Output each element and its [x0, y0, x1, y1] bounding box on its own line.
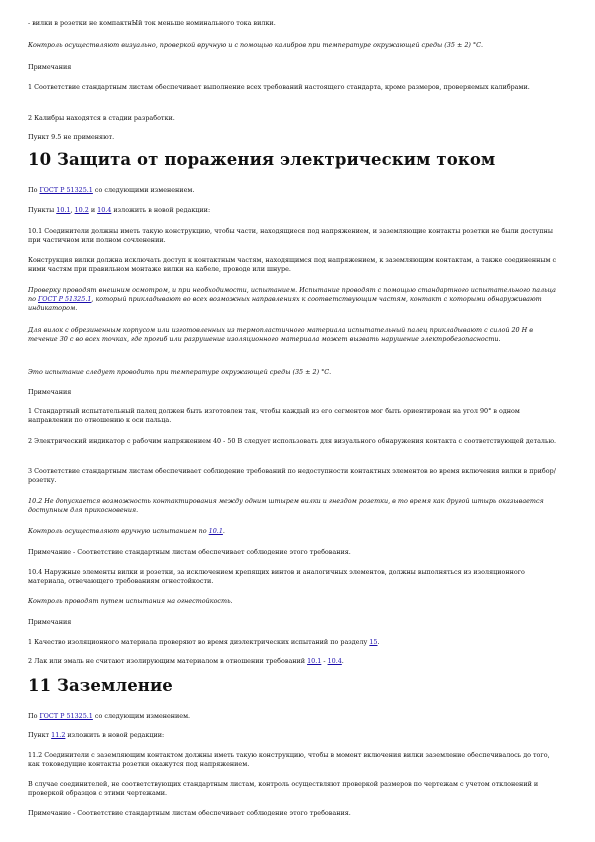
paragraph — [28, 568, 563, 586]
text: со следующими изменением. — [92, 186, 195, 194]
gost-link[interactable]: ГОСТ Р 51325.1 — [39, 712, 93, 720]
paragraph — [28, 326, 563, 344]
text: и — [88, 206, 98, 214]
section-heading-10: 10 Защита от поражения электрическим током — [28, 150, 496, 169]
note-item — [28, 638, 563, 647]
text: со следующим изменением. — [92, 712, 191, 720]
note-text: Примечание - Соответствие стандартным листам обеспечивает соблюдение этого требования. — [28, 809, 351, 817]
note-item — [28, 83, 563, 92]
paragraph-text: Конструкция вилки должна исключать доступ к контактным частям, находящимся под напряжением, к заземляющим контактам, а также соединенным с ними частям при правильном монтаже вилки на кабеле, проводе или шнуре. — [28, 256, 557, 273]
notes-label: Примечания — [28, 618, 72, 626]
text: По — [28, 712, 40, 720]
note-item — [28, 114, 563, 123]
text: 2 Лак или эмаль не считают изолирующим материалом в отношении требований — [28, 657, 308, 665]
note-text: 2 Калибры находятся в стадии разработки. — [28, 114, 175, 122]
paragraph — [28, 751, 563, 769]
note-text: 1 Соответствие стандартным листам обеспечивает выполнение всех требований настоящего стандарта, кроме размеров, проверяемых калибрами. — [28, 83, 530, 91]
paragraph — [28, 19, 563, 28]
note-item — [28, 467, 563, 485]
text: изложить в новой редакции: — [111, 206, 211, 214]
paragraph — [28, 368, 563, 377]
gost-link[interactable]: ГОСТ Р 51325.1 — [38, 295, 92, 303]
paragraph-text: Пункт 9.5 не применяют. — [28, 133, 115, 141]
text: Проверку проводят внешним осмотром, и при необходимости, испытанием. Испытание проводят с помощью стандартного испытательного пальца по — [28, 286, 556, 303]
text: , — [70, 206, 75, 214]
note-item — [28, 437, 563, 446]
notes-heading — [28, 63, 563, 72]
note-item — [28, 407, 563, 425]
paragraph — [28, 497, 563, 515]
text: Контроль осуществляют вручную испытанием по — [28, 527, 209, 535]
paragraph — [28, 731, 563, 740]
text: - — [321, 657, 328, 665]
paragraph — [28, 780, 563, 798]
paragraph-text: Это испытание следует проводить при температуре окружающей среды (35 ± 2) °С. — [28, 368, 332, 376]
text: . — [377, 638, 380, 646]
text: . — [222, 527, 225, 535]
control-text: Контроль осуществляют визуально, проверкой вручную и с помощью калибров при температуре окружающей среды (35 ± 2) °С. — [28, 41, 484, 49]
paragraph-text: Контроль проводят путем испытания на огнестойкость. — [28, 597, 233, 605]
paragraph-text: 11.2 Соединители с заземляющим контактом должны иметь такую конструкцию, чтобы в момент включения вилки заземление обеспечивалось до того, как токоведущие контакты розетки окажутся под напряжением. — [28, 751, 550, 768]
paragraph — [28, 227, 563, 245]
notes-label: Примечания — [28, 388, 72, 396]
paragraph — [28, 133, 563, 142]
notes-heading — [28, 618, 563, 627]
clause-link-11-2[interactable]: 11.2 — [51, 731, 66, 739]
paragraph-text: 10.4 Наружные элементы вилки и розетки, за исключением крепящих винтов и аналогичных элементов, должны выполняться из изоляционного материала, отвечающего требованиям огнестойкости. — [28, 568, 525, 585]
text: изложить в новой редакции: — [65, 731, 165, 739]
text: 1 Качество изоляционного материала проверяют во время диэлектрических испытаний по разделу — [28, 638, 370, 646]
paragraph — [28, 286, 563, 313]
gost-link[interactable]: ГОСТ Р 51325.1 — [39, 186, 93, 194]
clause-link-10-4[interactable]: 10.4 — [97, 206, 112, 214]
paragraph — [28, 256, 563, 274]
section-link-15[interactable]: 15 — [369, 638, 378, 646]
note-text: 2 Электрический индикатор с рабочим напряжением 40 - 50 В следует использовать для визуального обнаружения контакта с соответствующей деталью. — [28, 437, 557, 445]
clause-link-10-4[interactable]: 10.4 — [327, 657, 342, 665]
text: , который прикладывают во всех возможных направлениях к соответствующим частям, контакт с которыми обнаруживают индикатором. — [28, 295, 542, 312]
section-heading-11: 11 Заземление — [28, 676, 173, 695]
text: . — [341, 657, 344, 665]
paragraph — [28, 712, 563, 721]
paragraph — [28, 597, 563, 606]
note-item — [28, 657, 563, 666]
paragraph — [28, 206, 563, 215]
text: Пункты — [28, 206, 57, 214]
paragraph — [28, 527, 563, 536]
paragraph — [28, 186, 563, 195]
paragraph-text: Для вилок с обрезиненным корпусом или изготовленных из термопластичного материала испытательный палец прикладывают с силой 20 Н в течение 30 с во всех точках, где прогиб или разрушение изоляционного материала может вызвать нарушение электробезопасности. — [28, 326, 533, 343]
note-text: 1 Стандартный испытательный палец должен быть изготовлен так, чтобы каждый из его сегментов мог быть ориентирован на угол 90° в одном направлении по отношению к оси пальца. — [28, 407, 520, 424]
text: Пункт — [28, 731, 52, 739]
paragraph-text: 10.1 Соединители должны иметь такую конструкцию, чтобы части, находящиеся под напряжением, и заземляющие контакты розетки не были доступны при частичном или полном сочленении. — [28, 227, 553, 244]
note-text: Примечание - Соответствие стандартным листам обеспечивает соблюдение этого требования. — [28, 548, 351, 556]
clause-link-10-1[interactable]: 10.1 — [307, 657, 322, 665]
paragraph-text: - вилки в розетки не компактнЫй ток меньше номинального тока вилки. — [28, 19, 276, 27]
paragraph — [28, 41, 563, 50]
paragraph-text: В случае соединителей, не соответствующих стандартным листам, контроль осуществляют проверкой размеров по чертежам с учетом отклонений и проверкой образцов с этими чертежами. — [28, 780, 539, 797]
note-text: 3 Соответствие стандартным листам обеспечивает соблюдение требований по недоступности контактных элементов во время включения вилки в прибор/розетку. — [28, 467, 556, 484]
clause-link-10-2[interactable]: 10.2 — [74, 206, 89, 214]
clause-link-10-1[interactable]: 10.1 — [56, 206, 71, 214]
note-item — [28, 809, 563, 818]
note-item — [28, 548, 563, 557]
notes-label: Примечания — [28, 63, 72, 71]
clause-link-10-1[interactable]: 10.1 — [208, 527, 223, 535]
notes-heading — [28, 388, 563, 397]
text: По — [28, 186, 40, 194]
paragraph-text: 10.2 Не допускается возможность контактирования между одним штырем вилки и гнездом розетки, в то время как другой штырь оказывается доступным для прикосновения. — [28, 497, 544, 514]
